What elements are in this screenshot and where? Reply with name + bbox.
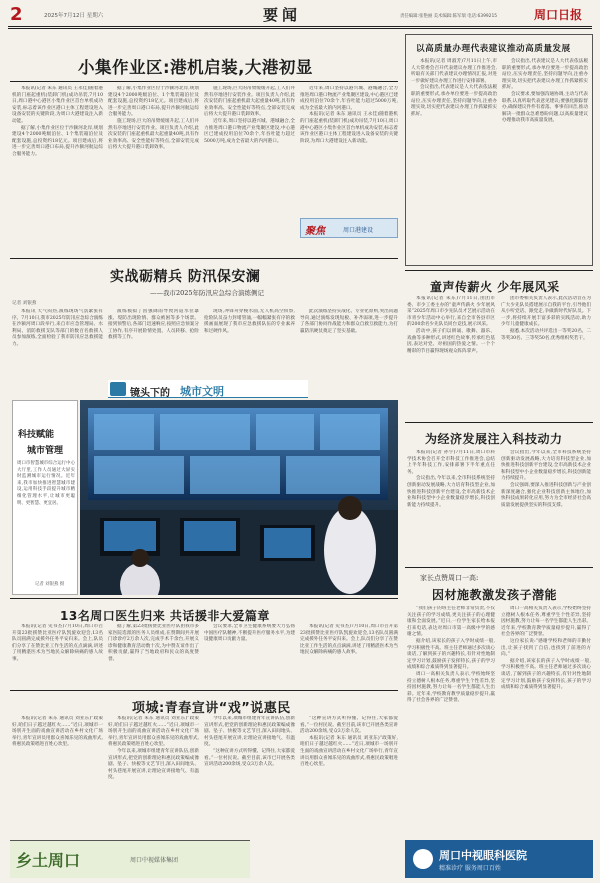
xiangcheng-col-1: 本报讯(记者 朱东 通讯员 刘亚东)“政策好,咱们日子越过越红火……”近日,项城市一场别开生面的戏曲宣讲活动在乡村文化广场举行,青年宣讲员用群众喜闻乐见的戏曲形式,将惠民政策唱进百姓心坎里。 今年以来,项城市组建青年宣讲队伍,创新宣讲形式,把党的创新理论和惠民政策编成豫剧、坠子、快板等文艺节目,深入田间地头、村头巷尾开展宣讲,让理论宣讲接地气、有温度。 [108, 716, 199, 781]
drill-col-3: 现场,冲锋舟穿梭水面,无人机高空侦察,抢险队员奋力封堵管涌,一幅幅紧张有序的救援画面展现了我市应急救援队伍的专业素养和过硬作风。 [204, 309, 295, 334]
city-banner-badge: 镜头下的 [130, 388, 170, 399]
lead-col-3: 施工现场,巨大的吊臂缓缓升起,工人们井然有序地进行安装作业。项目负责人介绍,此次安装的门座起重机最大起重量40吨,具有作业效率高、安全性能好等特点,全部安装完成后将大大提升港口装卸效率。 近年来,周口坚持以港兴城、港城融合,全力推进周口港口物流产业集聚区建设,中心港区已建成投用泊位70余个,年吞吐能力超过5000万吨,成为全省最大的内河港口。 [204, 86, 295, 144]
xiangcheng-col-2: 今年以来,项城市组建青年宣讲队伍,创新宣讲形式,把党的创新理论和惠民政策编成豫剧、坠子、快板等文艺节目,深入田间地头、村头巷尾开展宣讲,让理论宣讲接地气、有温度。 “这种宣讲方式听得懂、记得住,大家都爱看。”一位村民说。截至目前,该市已开展各类宣讲活动200余场,受众3万余人次。 [204, 716, 295, 768]
rep-headline: 以高质量办理代表建议推动高质量发展 [416, 44, 571, 54]
summer-col-2: 团市委相关负责人表示,此次活动旨在为广大少先队员搭建展示自我的平台,引导他们从小听党话、跟党走,争做新时代好队员。下一步,将持续开展丰富多彩的实践活动,助力少年儿童健康成长。 据悉,本次活动共评选出一等奖20名、二等奖30名、三等奖50名,优秀组织奖若干。 [501, 296, 591, 341]
doctors-col-1: 本报讯(记者 史书杰)7月10日,周口市召开第23批援赞比亚医疗队凯旋欢迎会,13名队员圆满完成援外任务平安归来。会上,队员们分享了在赞比亚工作生活的点点滴滴,讲述了用精湛医术为当地民众解除病痛的感人故事。 [12, 624, 103, 662]
focus-label: 聚焦 [305, 226, 325, 237]
side-title-2: 城市管理 [27, 446, 64, 456]
drill-col-4: 此次演练坚持实战化、专业化原则,突出问题导向,通过演练发现短板、补齐弱项,进一步提升了各部门协同作战能力和群众自救互救能力,为打赢防汛硬仗奠定了坚实基础。 [300, 309, 398, 334]
issue-date: 2025年7月12日 星期六 [44, 13, 104, 19]
focus-banner [300, 218, 398, 238]
family-kicker: 家长点赞周口一高: [420, 574, 479, 582]
lead-col-1: 本报讯(记者 朱东 通讯员 王永佳)随着港机的门座起重机(装卸门机)成功吊装,7月10日,周口港中心港区小集作业区首台单机成功安装,标志着该作业区港口主体工程建设进入设备安装的关键阶段,为周口大港建设注入新动能。 据了解,小集作业区位于沙颍河北岸,规划建设4个2000吨级泊位、1个集装箱泊位及配套设施,总投资约18亿元。项目建成后,将进一步完善周口港口布局,提升沙颍河航运综合服务能力。 [12, 86, 103, 157]
drill-col-2: 演练模拟了因强降雨导致河道水位暴涨、堤防出现险情、群众被困等多个场景。接到预警后,各部门迅速响应,按照应急预案分工协作,有序开展险情处置、人员转移、抢险救援等工作。 [108, 309, 199, 341]
xiangcheng-headline: 项城:青春宣讲“戏”说惠民 [132, 701, 291, 716]
footer-ad-right [405, 840, 593, 878]
rep-col-2: 会议指出,代表建议是人大代表依法履职的重要形式,承办单位要进一步提高政治站位,压实办理责任,坚持问题导向,注重办理实效,切实把代表建议办理工作抓紧抓实抓好。 会议要求,要加强沟通协调,主动与代表联系,认真听取代表意见建议;要强化跟踪督办,确保建议件件有着落、事事有回音,推动解决一批群众急难愁盼问题,以高质量建议办理推动我市高质量发展。 [502, 59, 588, 124]
section-title: 要闻 [263, 6, 302, 24]
doctors-headline: 13名周口医生归来 共话援非大爱篇章 [60, 609, 270, 623]
doctors-col-4: 本报讯(记者 史书杰)7月10日,周口市召开第23批援赞比亚医疗队凯旋欢迎会,13名队员圆满完成援外任务平安归来。会上,队员们分享了在赞比亚工作生活的点点滴滴,讲述了用精湛医术为当地民众解除病痛的感人故事。 [300, 624, 398, 656]
doctors-col-3: 会议要求,全市卫生健康系统要大力弘扬中国医疗队精神,不断提升医疗服务水平,为建设健康周口贡献力量。 [204, 624, 295, 643]
lead-col-4: 近年来,周口坚持以港兴城、港城融合,全力推进周口港口物流产业集聚区建设,中心港区已建成投用泊位70余个,年吞吐能力超过5000万吨,成为全省最大的内河港口。 本报讯(记者 朱东 通讯员 王永佳)随着港机的门座起重机(装卸门机)成功吊装,7月10日,周口港中心港区小集作业区首台单机成功安装,标志着该作业区港口主体工程建设进入设备安装的关键阶段,为周口大港建设注入新动能。 [300, 86, 398, 144]
footer-left-logo: 乡土周口 [16, 851, 81, 870]
city-banner-title: 城市文明 [180, 385, 224, 398]
focus-title: 周口港建设 [343, 227, 374, 234]
xiangcheng-col-0: 本报讯(记者 朱东 通讯员 刘亚东)“政策好,咱们日子越过越红火……”近日,项城市一场别开生面的戏曲宣讲活动在乡村文化广场举行,青年宣讲员用群众喜闻乐见的戏曲形式,将惠民政策唱进百姓心坎里。 [12, 716, 103, 748]
tech-col-2: 会议指出,今年以来,全市科技系统坚持创新驱动发展战略,大力培育科技型企业,加快推进科技创新平台建设,全市高新技术企业和科技型中小企业数量稳步增长,科技创新能力持续提升。 会议强调,要深入推进科技创新与产业创新深度融合,强化企业科技创新主体地位,加快科技成果转化应用,努力为全市经济社会高质量发展提供坚实的科技支撑。 [501, 450, 591, 508]
family-col-2: 周口一高相关负责人表示,学校始终坚持立德树人根本任务,尊重学生个性差异,坚持因材施教,努力让每一名学生都能人生出彩。近年来,学校教育教学质量稳步提升,赢得了社会各界的广泛赞誉。 这位家长说:“感谢学校和老师的辛勤付出,让孩子找到了自信,也找到了前进的方向。” 据介绍,该家长的孩子入学时成绩一般,学习积极性不高。班主任老师通过多次谈心谈话,了解到孩子的兴趣特长,有针对性地制定学习计划,鼓励孩子发挥特长,孩子的学习成绩和综合素质得到显著提升。 [501, 606, 591, 691]
tech-col-1: 本报讯(记者 孙宇)7月11日,周口市科学技术协会召开全市科技工作推进会,总结上半年科技工作,安排部署下半年重点任务。 会议指出,今年以来,全市科技系统坚持创新驱动发展战略,大力培育科技型企业,加快推进科技创新平台建设,全市高新技术企业和科技型中小企业数量稳步增长,科技创新能力持续提升。 [407, 450, 495, 508]
masthead-rule [8, 26, 592, 27]
drill-col-1: 本报讯 天气闷热,演练现场气氛紧张有序。7月10日,我市2025年防汛应急综合演练在沙颍河周口段举行,来自市应急管理局、水利局、消防救援支队等部门的数百名救援人员参加演练,全面检验了我市防汛应急救援能力。 [12, 309, 103, 347]
photo-credit: 记者 刘银燕 摄 [35, 582, 65, 587]
rep-box [405, 34, 593, 266]
tech-headline: 为经济发展注入科技动力 [425, 432, 563, 446]
side-caption: 周口市智慧城市综合运行中心大厅里,工作人员通过大屏实时监测城市运行情况。近年来,我市加快推进智慧城市建设,运用科技手段提升城市精细化管理水平,让城市更聪明、更智慧、更宜居。 [17, 461, 75, 506]
hospital-icon [413, 849, 433, 869]
footer-right-sub: 精准诊疗 服务周口百姓 [439, 865, 501, 872]
footer-right-logo: 周口中视眼科医院 [439, 849, 527, 862]
footer-ad-left [10, 840, 250, 878]
camera-icon [110, 382, 126, 396]
drill-headline: 实战砺精兵 防汛保安澜 [110, 269, 261, 285]
lead-col-2: 据了解,小集作业区位于沙颍河北岸,规划建设4个2000吨级泊位、1个集装箱泊位及配套设施,总投资约18亿元。项目建成后,将进一步完善周口港口布局,提升沙颍河航运综合服务能力。 施工现场,巨大的吊臂缓缓升起,工人们井然有序地进行安装作业。项目负责人介绍,此次安装的门座起重机最大起重量40吨,具有作业效率高、安全性能好等特点,全部安装完成后将大大提升港口装卸效率。 [108, 86, 199, 151]
newspaper-logo: 周口日报 [534, 8, 583, 22]
city-photo [80, 400, 398, 595]
family-col-1: “我们孩子的班主任老师非常负责,不仅关注孩子的学习成绩,更关注孩子的心理健康和全面发展。”近日,一位学生家长给本报打来电话,表达对周口市第一高级中学的感谢之情。 据介绍,该家长的孩子入学时成绩一般,学习积极性不高。班主任老师通过多次谈心谈话,了解到孩子的兴趣特长,有针对性地制定学习计划,鼓励孩子发挥特长,孩子的学习成绩和综合素质得到显著提升。 周口一高相关负责人表示,学校始终坚持立德树人根本任务,尊重学生个性差异,坚持因材施教,努力让每一名学生都能人生出彩。近年来,学校教育教学质量稳步提升,赢得了社会各界的广泛赞誉。 [407, 606, 495, 704]
xiangcheng-col-3: “这种宣讲方式听得懂、记得住,大家都爱看。”一位村民说。截至目前,该市已开展各类宣讲活动200余场,受众3万余人次。 本报讯(记者 朱东 通讯员 刘亚东)“政策好,咱们日子越过越红火……”近日,项城市一场别开生面的戏曲宣讲活动在乡村文化广场举行,青年宣讲员用群众喜闻乐见的戏曲形式,将惠民政策唱进百姓心坎里。 [300, 716, 398, 768]
drill-byline: 记者 刘银燕 [12, 301, 37, 306]
summer-col-1: 本报讯(记者 朱东)7月11日,由团市委、市少工委主办的“童声传薪火 少年展风采”2025年周口市少先队员才艺展示活动在市青少年活动中心举行,来自全市各县市区的200余名少先队员同台竞技,展示风采。 活动中,孩子们以朗诵、歌舞、器乐、戏曲等多种形式,讲述红色故事,传承红色基因,表达对党、对祖国的热爱之情。一个个精彩的节目赢得现场观众阵阵掌声。 [407, 296, 495, 354]
lead-headline: 小集作业区:港机启装,大港初显 [78, 58, 313, 77]
city-sidebar [12, 400, 78, 595]
city-section-banner [108, 378, 308, 400]
summer-headline: 童声传薪火 少年展风采 [430, 280, 560, 294]
doctors-col-2: 据了解,第23批援赞比亚医疗队由我市多家医院选派的医务人员组成,在赞期间共开展门诊诊疗2万余人次,完成手术千余台,开展义诊和健康教育活动数十次,为中赞友谊作出了积极贡献,赢得了当地政府和民众的高度赞誉。 [108, 624, 199, 662]
masthead [0, 0, 600, 28]
footer-left-sub: 周口中视媒体集团 [130, 857, 179, 864]
rep-col-1: 本报讯(记者 周淑芳)7月11日上午,市人大常委会召开代表建议办理工作推进会,听取有关部门代表建议办理情况汇报,对进一步做好建议办理工作进行安排部署。 会议指出,代表建议是人大代表依法履职的重要形式,承办单位要进一步提高政治站位,压实办理责任,坚持问题导向,注重办理实效,切实把代表建议办理工作抓紧抓实抓好。 [411, 59, 497, 117]
family-headline: 因材施教激发孩子潜能 [432, 588, 558, 602]
side-title-1: 科技赋能 [18, 430, 55, 440]
editor-line: 责任编辑:张艳丽 美术编辑:陈军瑞 电话:6399215 [400, 14, 498, 19]
page-number: 2 [10, 4, 23, 25]
drill-subhead: ——我市2025年防汛应急综合演练侧记 [150, 289, 265, 297]
